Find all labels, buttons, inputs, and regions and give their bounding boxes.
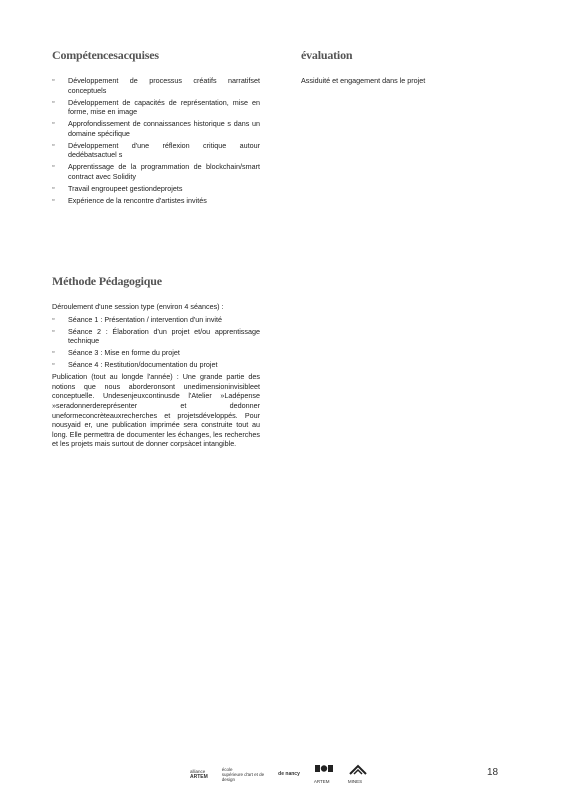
bullet-icon: ▫ [52,120,55,128]
competences-title: Compétencesacquises [52,48,159,62]
list-item: ▫ Séance 2 : Élaboration d'un projet et/ou apprentissage technique [52,326,260,346]
competences-list [52,76,260,205]
bullet-icon: ▫ [52,315,55,323]
list-item: ▫ Séance 1 : Présentation / intervention d'un invité [52,314,223,324]
bullet-icon: ▫ [52,327,55,335]
nancy-logo: de nancy [278,771,300,777]
competences-section [52,48,260,208]
list-item: ▫ Développement de processus créatifs narratifset conceptuels [52,76,260,95]
bullet-icon: ▫ [52,77,55,84]
page-number: 18 [487,767,499,778]
list-item: ▫ Approfondissement de connaissances historique s dans un domaine spécifique [52,119,260,138]
seances-list [52,315,260,370]
icn-logo: ARTEM [314,764,334,784]
evaluation-text: Assiduité et engagement dans le projet [301,76,426,85]
mines-mark-icon [348,764,368,778]
list-item: ▫ Séance 3 : Mise en forme du projet [52,348,180,358]
bullet-icon: ▫ [52,184,55,192]
alliance-artem-logo: alliance ARTEM [190,768,208,780]
list-item: ▫ Apprentissage de la programmation de blockchain/smart contract avec Solidity [52,162,260,181]
methode-title: Méthode Pédagogique [52,274,162,288]
list-item: ▫ Expérience de la rencontre d'artistes invités [52,195,207,205]
footer-logos [190,763,390,785]
publication-paragraph: Publication (tout au longde l'année) : Une grande partie des notions que nous aborderonsont unedimensioninvisibleet conceptuelle. Undesenjeuxcontinusde l'Atelier »Ladépense »seradonnerdereprésenter et dedonner uneformeconcrèteauxrecherches et projetsdéveloppés. Pour nousyaid er, une publication imprimée sera construite tout au long. Elle permettra de documenter les échanges, les recherches et les projets mais surtout de donner corpsàcet intangible. [52,372,260,449]
bullet-icon: ▫ [52,141,55,149]
bullet-icon: ▫ [52,349,55,357]
bullet-icon: ▫ [52,163,55,171]
list-item: ▫ Développement d'une réflexion critique autour dedébatsactuel s [52,140,260,160]
icn-mark-icon [314,764,334,778]
bullet-icon: ▫ [52,98,55,106]
evaluation-section [301,48,501,86]
methode-intro: Déroulement d'une session type (environ 4 séances) : [52,302,224,311]
bullet-icon: ▫ [52,361,55,369]
evaluation-title: évaluation [301,48,353,62]
methode-section [52,274,260,449]
list-item: ▫ Développement de capacités de représentation, mise en forme, mise en image [52,97,260,117]
list-item: ▫ Travail engroupeet gestiondeprojets [52,183,183,193]
bullet-icon: ▫ [52,196,55,204]
mines-logo: MINES [348,764,368,784]
ecole-logo: école supérieure d'art et de design [221,766,265,782]
list-item: ▫ Séance 4 : Restitution/documentation du projet [52,360,218,370]
